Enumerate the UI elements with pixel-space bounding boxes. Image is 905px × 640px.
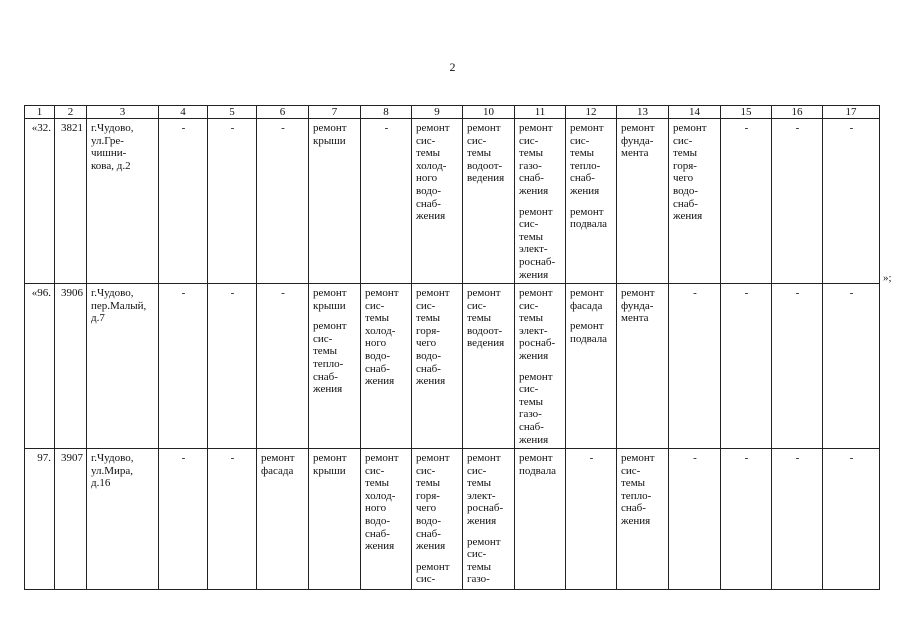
cell-text: - xyxy=(589,452,594,464)
cell-line: мента xyxy=(621,312,649,325)
cell-entry xyxy=(570,122,613,198)
cell-line: г.Чудово, xyxy=(91,452,134,464)
table-cell xyxy=(208,119,257,284)
cell-entry xyxy=(91,452,155,490)
cell-line: тепло- xyxy=(313,357,344,370)
cell-line: ремонт xyxy=(467,287,501,299)
cell-line: жения xyxy=(416,210,446,223)
column-number: 3 xyxy=(87,106,159,119)
cell-line: д.7 xyxy=(91,312,105,325)
cell-line: элект- xyxy=(519,324,548,337)
cell-line: чего xyxy=(416,337,437,350)
cell-entry xyxy=(416,122,459,223)
cell-entry xyxy=(467,536,511,586)
cell-text: - xyxy=(693,287,697,299)
table-cell xyxy=(159,449,208,590)
cell-line: ного xyxy=(365,502,387,515)
cell-line: фунда- xyxy=(621,134,654,147)
cell-line: ремонт xyxy=(519,205,553,218)
table-cell xyxy=(87,449,159,590)
cell-line: подвала xyxy=(570,218,608,231)
cell-line: крыши xyxy=(313,299,346,312)
table-cell xyxy=(515,284,566,449)
cell-entry xyxy=(570,320,613,345)
cell-line: ул.Мира, xyxy=(91,464,134,477)
table-cell xyxy=(823,284,880,449)
column-number: 8 xyxy=(361,106,412,119)
cell-line: жения xyxy=(313,383,343,396)
cell-line: д.16 xyxy=(91,477,111,490)
cell-line: снаб- xyxy=(673,197,698,210)
cell-line: мента xyxy=(621,147,649,160)
cell-line: снаб- xyxy=(519,420,544,433)
table-cell xyxy=(617,119,669,284)
cell-text: «96. xyxy=(31,287,51,299)
column-number: 14 xyxy=(669,106,721,119)
column-number: 11 xyxy=(515,106,566,119)
table-cell xyxy=(669,119,721,284)
table-cell xyxy=(159,119,208,284)
cell-line: сис- xyxy=(313,332,333,345)
cell-line: снаб- xyxy=(365,527,390,540)
table-row xyxy=(25,284,880,449)
cell-entry xyxy=(416,561,459,586)
cell-line: фасада xyxy=(570,299,603,312)
table-cell xyxy=(721,284,772,449)
cell-line: снаб- xyxy=(570,172,595,185)
table-cell xyxy=(566,119,617,284)
cell-line: сис- xyxy=(570,134,590,147)
cell-line: горя- xyxy=(416,324,440,337)
cell-text: 3907 xyxy=(61,452,83,464)
column-number: 17 xyxy=(823,106,880,119)
table-cell xyxy=(25,449,55,590)
table-cell xyxy=(721,119,772,284)
cell-line: ремонт xyxy=(621,452,655,464)
cell-line: жения xyxy=(416,540,446,553)
cell-line: ремонт xyxy=(416,452,450,464)
cell-text: - xyxy=(744,122,749,134)
table-row xyxy=(25,119,880,284)
cell-line: ремонт xyxy=(467,452,501,464)
table-cell xyxy=(669,449,721,590)
column-number: 16 xyxy=(772,106,823,119)
cell-text: - xyxy=(795,287,800,299)
cell-line: ведения xyxy=(467,337,505,350)
table-cell xyxy=(257,284,309,449)
cell-line: ремонт xyxy=(519,122,553,134)
cell-line: ремонт xyxy=(570,287,604,299)
cell-line: снаб- xyxy=(519,172,544,185)
cell-text: - xyxy=(230,287,235,299)
cell-line: темы xyxy=(416,312,441,325)
cell-line: жения xyxy=(467,514,497,527)
cell-line: темы xyxy=(416,477,441,490)
cell-line: газо- xyxy=(467,573,490,586)
cell-line: чего xyxy=(416,502,437,515)
cell-line: ул.Гре- xyxy=(91,134,124,147)
cell-line: ремонт xyxy=(570,320,604,333)
cell-text: - xyxy=(795,452,800,464)
cell-entry xyxy=(416,287,459,388)
cell-entry xyxy=(467,287,511,350)
table-cell xyxy=(257,119,309,284)
table-cell xyxy=(772,284,823,449)
table-cell xyxy=(309,449,361,590)
cell-entry xyxy=(519,206,562,282)
cell-line: снаб- xyxy=(416,197,441,210)
cell-line: сис- xyxy=(416,299,436,312)
table-cell xyxy=(159,284,208,449)
cell-line: темы xyxy=(365,477,390,490)
cell-line: сис- xyxy=(416,464,436,477)
cell-text: - xyxy=(744,287,749,299)
cell-line: сис- xyxy=(519,299,539,312)
table-cell xyxy=(55,284,87,449)
table-cell xyxy=(617,449,669,590)
cell-line: сис- xyxy=(365,464,385,477)
cell-line: темы xyxy=(519,312,544,325)
cell-line: элект- xyxy=(519,243,548,256)
column-number: 2 xyxy=(55,106,87,119)
cell-line: темы xyxy=(313,345,338,358)
cell-text: - xyxy=(849,287,854,299)
table-cell xyxy=(361,119,412,284)
table-cell xyxy=(208,284,257,449)
column-number: 7 xyxy=(309,106,361,119)
cell-line: ремонт xyxy=(621,122,655,134)
cell-line: водо- xyxy=(365,349,391,362)
cell-line: жения xyxy=(570,184,600,197)
cell-text: - xyxy=(384,122,389,134)
cell-line: ремонт xyxy=(673,122,707,134)
cell-line: г.Чудово, xyxy=(91,122,134,134)
cell-entry xyxy=(313,320,357,396)
cell-line: водо- xyxy=(416,349,442,362)
cell-entry xyxy=(519,452,562,477)
cell-line: водоот- xyxy=(467,324,503,337)
cell-line: чишни- xyxy=(91,147,127,160)
cell-line: подвала xyxy=(519,464,557,477)
cell-entry xyxy=(365,287,408,388)
repair-schedule-table xyxy=(24,105,880,590)
cell-line: темы xyxy=(519,147,544,160)
cell-line: темы xyxy=(673,147,698,160)
cell-line: ремонт xyxy=(313,122,347,134)
cell-line: жения xyxy=(621,514,651,527)
cell-line: снаб- xyxy=(313,370,338,383)
cell-text: - xyxy=(795,122,800,134)
cell-line: ного xyxy=(365,337,387,350)
table-cell xyxy=(823,449,880,590)
table-cell xyxy=(361,284,412,449)
cell-line: горя- xyxy=(673,159,697,172)
cell-text: «32. xyxy=(31,122,51,134)
table-cell xyxy=(772,119,823,284)
cell-line: темы xyxy=(467,560,492,573)
cell-line: тепло- xyxy=(621,489,652,502)
cell-line: ного xyxy=(416,172,438,185)
cell-line: ремонт xyxy=(313,452,347,464)
cell-entry xyxy=(467,452,511,528)
cell-line: тепло- xyxy=(570,159,601,172)
cell-line: фунда- xyxy=(621,299,654,312)
cell-line: подвала xyxy=(570,332,608,345)
table-cell xyxy=(617,284,669,449)
cell-line: снаб- xyxy=(621,502,646,515)
cell-text: 97. xyxy=(37,452,51,464)
cell-text: - xyxy=(693,452,697,464)
cell-line: сис- xyxy=(673,134,693,147)
table-cell xyxy=(309,119,361,284)
cell-line: чего xyxy=(673,172,694,185)
cell-line: ремонт xyxy=(621,287,655,299)
table-cell xyxy=(87,284,159,449)
cell-line: водо- xyxy=(416,184,442,197)
cell-entry xyxy=(313,287,357,312)
column-number-row xyxy=(25,106,880,119)
cell-line: снаб- xyxy=(416,362,441,375)
cell-entry xyxy=(519,371,562,447)
cell-text: - xyxy=(181,452,186,464)
cell-line: жения xyxy=(519,268,549,281)
table-cell xyxy=(566,449,617,590)
cell-entry xyxy=(621,452,665,528)
table-cell xyxy=(309,284,361,449)
cell-line: элект- xyxy=(467,489,496,502)
cell-line: темы xyxy=(519,230,544,243)
cell-entry xyxy=(621,287,665,325)
cell-line: роснаб- xyxy=(519,255,556,268)
table-cell xyxy=(463,284,515,449)
cell-entry xyxy=(313,122,357,147)
table-cell xyxy=(669,284,721,449)
table-cell xyxy=(515,449,566,590)
cell-entry xyxy=(519,122,562,198)
table-cell xyxy=(257,449,309,590)
cell-line: сис- xyxy=(519,383,539,396)
cell-line: сис- xyxy=(365,299,385,312)
cell-line: жения xyxy=(365,540,395,553)
cell-text: - xyxy=(230,452,235,464)
table-cell xyxy=(55,119,87,284)
cell-line: роснаб- xyxy=(519,337,556,350)
column-number: 13 xyxy=(617,106,669,119)
table-cell xyxy=(25,119,55,284)
column-number: 15 xyxy=(721,106,772,119)
cell-line: водо- xyxy=(673,184,699,197)
cell-line: темы xyxy=(467,147,492,160)
cell-line: ведения xyxy=(467,172,505,185)
cell-line: темы xyxy=(365,312,390,325)
table-cell xyxy=(772,449,823,590)
column-number: 9 xyxy=(412,106,463,119)
column-number: 12 xyxy=(566,106,617,119)
row-tail-mark: »; xyxy=(883,272,892,284)
table-cell xyxy=(208,449,257,590)
table-row xyxy=(25,449,880,590)
cell-line: газо- xyxy=(519,408,542,421)
cell-line: холод- xyxy=(416,159,447,172)
table-cell xyxy=(721,449,772,590)
cell-line: темы xyxy=(416,147,441,160)
cell-line: крыши xyxy=(313,464,346,477)
cell-line: ремонт xyxy=(467,122,501,134)
cell-line: водо- xyxy=(416,514,442,527)
page-number: 2 xyxy=(449,60,456,74)
table-cell xyxy=(515,119,566,284)
table-cell xyxy=(566,284,617,449)
cell-line: ремонт xyxy=(365,287,399,299)
cell-line: ремонт xyxy=(519,370,553,383)
cell-line: жения xyxy=(519,433,549,446)
cell-line: жения xyxy=(416,375,446,388)
table-cell xyxy=(87,119,159,284)
cell-line: ремонт xyxy=(519,452,553,464)
cell-line: ремонт xyxy=(519,287,553,299)
cell-line: роснаб- xyxy=(467,502,504,515)
cell-line: темы xyxy=(519,395,544,408)
cell-line: жения xyxy=(519,349,549,362)
cell-entry xyxy=(519,287,562,363)
cell-entry xyxy=(467,122,511,185)
cell-text: - xyxy=(744,452,749,464)
cell-text: - xyxy=(181,122,186,134)
cell-line: жения xyxy=(673,210,703,223)
cell-entry xyxy=(570,206,613,231)
cell-line: темы xyxy=(467,312,492,325)
cell-line: сис- xyxy=(467,134,487,147)
cell-line: фасада xyxy=(261,464,294,477)
cell-line: ремонт xyxy=(570,205,604,218)
cell-line: снаб- xyxy=(416,527,441,540)
cell-entry xyxy=(570,287,613,312)
cell-line: ремонт xyxy=(416,287,450,299)
cell-text: - xyxy=(281,287,285,299)
table-cell xyxy=(463,449,515,590)
table-cell xyxy=(412,449,463,590)
cell-line: холод- xyxy=(365,324,396,337)
cell-entry xyxy=(673,122,717,223)
cell-text: - xyxy=(849,452,854,464)
cell-line: г.Чудово, xyxy=(91,287,134,299)
cell-line: снаб- xyxy=(365,362,390,375)
cell-entry xyxy=(313,452,357,477)
cell-entry xyxy=(91,122,155,172)
cell-line: крыши xyxy=(313,134,346,147)
cell-line: темы xyxy=(467,477,492,490)
cell-text: - xyxy=(181,287,186,299)
cell-text: 3821 xyxy=(61,122,83,134)
table-cell xyxy=(463,119,515,284)
cell-line: ремонт xyxy=(261,452,295,464)
cell-line: сис- xyxy=(416,573,436,586)
table-cell xyxy=(361,449,412,590)
cell-text: - xyxy=(230,122,235,134)
table-cell xyxy=(823,119,880,284)
cell-line: пер.Малый, xyxy=(91,299,147,312)
table-cell xyxy=(25,284,55,449)
cell-line: жения xyxy=(365,375,395,388)
table-cell xyxy=(412,284,463,449)
cell-text: 3906 xyxy=(61,287,83,299)
cell-text: - xyxy=(849,122,854,134)
cell-line: ремонт xyxy=(570,122,604,134)
column-number: 4 xyxy=(159,106,208,119)
column-number: 6 xyxy=(257,106,309,119)
cell-line: газо- xyxy=(519,159,542,172)
table-cell xyxy=(55,449,87,590)
cell-entry xyxy=(416,452,459,553)
column-number: 10 xyxy=(463,106,515,119)
cell-line: сис- xyxy=(467,548,487,561)
cell-line: ремонт xyxy=(467,535,501,548)
cell-text: - xyxy=(281,122,285,134)
cell-line: ремонт xyxy=(313,287,347,299)
cell-line: ремонт xyxy=(365,452,399,464)
cell-line: сис- xyxy=(467,464,487,477)
cell-line: сис- xyxy=(519,134,539,147)
column-number: 1 xyxy=(25,106,55,119)
cell-line: сис- xyxy=(467,299,487,312)
cell-line: темы xyxy=(621,477,646,490)
cell-entry xyxy=(91,287,155,325)
cell-entry xyxy=(365,452,408,553)
cell-line: темы xyxy=(570,147,595,160)
cell-line: холод- xyxy=(365,489,396,502)
cell-line: ремонт xyxy=(313,320,347,333)
cell-line: ремонт xyxy=(416,122,450,134)
cell-line: водоот- xyxy=(467,159,503,172)
cell-line: сис- xyxy=(621,464,641,477)
cell-line: горя- xyxy=(416,489,440,502)
table-cell xyxy=(412,119,463,284)
cell-line: ремонт xyxy=(416,560,450,573)
cell-entry xyxy=(261,452,305,477)
cell-entry xyxy=(621,122,665,160)
cell-line: жения xyxy=(519,184,549,197)
cell-line: кова, д.2 xyxy=(91,159,131,172)
cell-line: сис- xyxy=(416,134,436,147)
cell-line: водо- xyxy=(365,514,391,527)
column-number: 5 xyxy=(208,106,257,119)
cell-line: сис- xyxy=(519,218,539,231)
